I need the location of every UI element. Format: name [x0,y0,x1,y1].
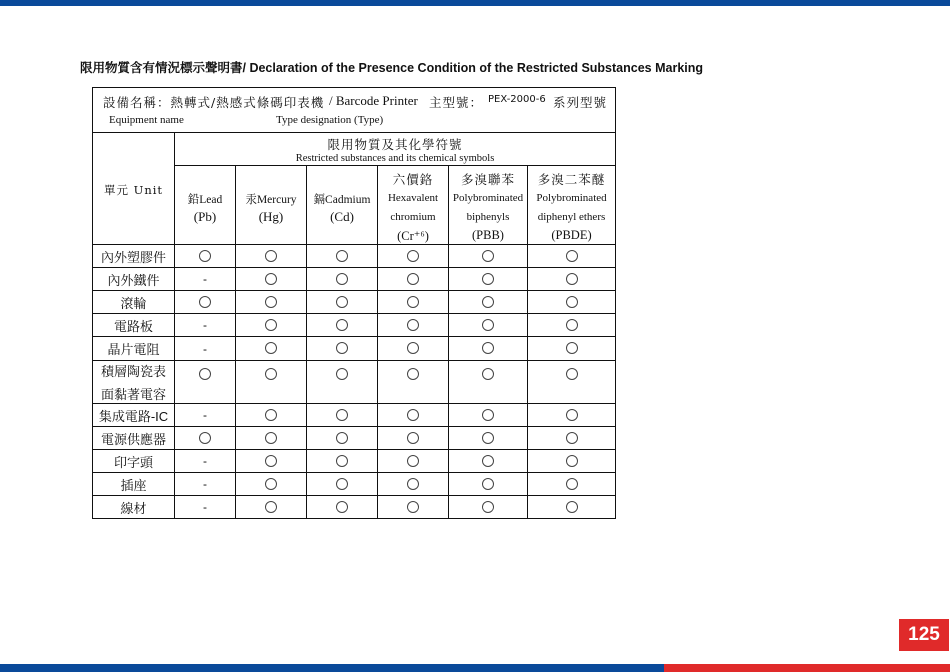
dash-mark: - [175,404,236,427]
table-row [93,404,616,427]
table-cell [307,473,378,496]
table-cell [307,268,378,291]
circle-mark [566,342,578,354]
table-cell [449,245,528,268]
circle-mark [265,432,277,444]
table-cell [307,496,378,519]
circle-mark [407,296,419,308]
unit-name: 印字頭 [93,450,175,473]
circle-mark [336,501,348,513]
table-cell [307,450,378,473]
unit-name: 晶片電阻 [93,337,175,361]
circle-mark [407,501,419,513]
unit-name: 插座 [93,473,175,496]
series-label: 系列型號 [553,95,608,110]
table-cell [236,245,307,268]
circle-mark [265,455,277,467]
substance-cd: 鎘Cadmium (Cd) [307,166,378,245]
circle-mark [336,342,348,354]
table-cell [449,314,528,337]
circle-mark [336,250,348,262]
circle-mark [265,250,277,262]
circle-mark [407,250,419,262]
circle-mark [407,319,419,331]
table-cell [175,427,236,450]
table-cell [528,337,616,361]
circle-mark [566,273,578,285]
substance-pbde: 多溴二苯醚 Polybrominated diphenyl ethers (PBDE) [528,166,616,245]
circle-mark [336,409,348,421]
substance-hg: 汞Mercury (Hg) [236,166,307,245]
table-cell [449,496,528,519]
table-cell [236,337,307,361]
table-row [93,361,616,404]
table-cell [378,314,449,337]
unit-name: 內外鐵件 [93,268,175,291]
circle-mark [482,368,494,380]
table-row [93,291,616,314]
table-cell [175,291,236,314]
table-row [93,450,616,473]
unit-header: 單元 Unit [93,133,175,245]
circle-mark [566,250,578,262]
circle-mark [199,296,211,308]
circle-mark [566,319,578,331]
type-designation-en: Type designation (Type) [276,114,384,126]
circle-mark [199,250,211,262]
table-cell [449,268,528,291]
unit-name: 線材 [93,496,175,519]
circle-mark [482,501,494,513]
table-cell [528,473,616,496]
page-number-badge: 125 [899,619,949,651]
unit-name: 積層陶瓷表 面黏著電容 [93,361,175,404]
table-cell [236,314,307,337]
table-cell [378,361,449,404]
table-cell [528,427,616,450]
unit-name: 滾輪 [93,291,175,314]
circle-mark [407,455,419,467]
table-cell [175,361,236,404]
table-cell [378,450,449,473]
circle-mark [482,296,494,308]
table-cell [449,450,528,473]
circle-mark [566,432,578,444]
substance-cr6: 六價鉻 Hexavalent chromium (Cr⁺⁶) [378,166,449,245]
dash-mark: - [175,496,236,519]
dash-mark: - [175,337,236,361]
table-row [93,245,616,268]
dash-mark: - [175,314,236,337]
circle-mark [482,319,494,331]
unit-name: 電源供應器 [93,427,175,450]
circle-mark [265,342,277,354]
table-row [93,314,616,337]
table-row [93,427,616,450]
table-cell [449,361,528,404]
table-cell [307,361,378,404]
table-cell [378,245,449,268]
table-cell [236,473,307,496]
circle-mark [407,342,419,354]
circle-mark [336,273,348,285]
circle-mark [566,478,578,490]
restricted-header-row [93,133,616,166]
table-cell [449,404,528,427]
circle-mark [265,296,277,308]
table-cell [236,450,307,473]
circle-mark [482,455,494,467]
table-cell [528,361,616,404]
circle-mark [482,409,494,421]
table-cell [528,268,616,291]
table-cell [378,404,449,427]
table-cell [378,496,449,519]
table-cell [528,291,616,314]
table-row [93,496,616,519]
table-cell [528,450,616,473]
table-cell [307,245,378,268]
table-cell [307,427,378,450]
restricted-substances-table [92,87,616,519]
table-cell [378,427,449,450]
table-cell [528,245,616,268]
circle-mark [265,409,277,421]
equipment-row [93,88,616,133]
dash-mark: - [175,268,236,291]
circle-mark [407,432,419,444]
table-row [93,337,616,361]
circle-mark [265,368,277,380]
table-cell [378,268,449,291]
circle-mark [336,455,348,467]
table-cell [307,314,378,337]
unit-name: 內外塑膠件 [93,245,175,268]
circle-mark [265,273,277,285]
table-row [93,268,616,291]
circle-mark [336,478,348,490]
circle-mark [407,368,419,380]
table-cell [236,361,307,404]
circle-mark [482,432,494,444]
table-cell [236,496,307,519]
circle-mark [482,273,494,285]
restricted-header: 限用物質及其化學符號 Restricted substances and its chemical symbols [175,133,616,166]
circle-mark [566,501,578,513]
top-decor-bar [0,0,950,6]
table-cell [307,291,378,314]
circle-mark [336,368,348,380]
circle-mark [265,478,277,490]
circle-mark [336,432,348,444]
circle-mark [566,455,578,467]
table-cell [236,427,307,450]
circle-mark [566,409,578,421]
dash-mark: - [175,473,236,496]
document-title: 限用物質含有情況標示聲明書/ Declaration of the Presence Condition of the Restricted Substances Marking [80,61,704,75]
substance-pbb: 多溴聯苯 Polybrominated biphenyls (PBB) [449,166,528,245]
circle-mark [336,319,348,331]
table-cell [528,496,616,519]
dash-mark: - [175,450,236,473]
circle-mark [265,501,277,513]
circle-mark [482,342,494,354]
circle-mark [482,250,494,262]
table-cell [236,268,307,291]
table-cell [528,314,616,337]
table-cell [449,291,528,314]
circle-mark [199,368,211,380]
table-cell [378,473,449,496]
circle-mark [336,296,348,308]
bottom-decor-accent [664,664,950,672]
circle-mark [407,273,419,285]
equipment-name-en: Equipment name [109,114,184,126]
table-cell [449,473,528,496]
table-row [93,473,616,496]
equipment-value: / Barcode Printer [329,93,418,108]
table-cell [449,427,528,450]
table-cell [175,245,236,268]
circle-mark [265,319,277,331]
table-cell [449,337,528,361]
table-cell [236,404,307,427]
table-cell [378,337,449,361]
table-cell [307,337,378,361]
table-cell [528,404,616,427]
table-cell [236,291,307,314]
table-cell [378,291,449,314]
circle-mark [566,296,578,308]
substance-pb: 鉛Lead (Pb) [175,166,236,245]
unit-name: 集成電路-IC [93,404,175,427]
type-label: 主型號： [429,95,484,110]
table-cell [307,404,378,427]
circle-mark [407,478,419,490]
circle-mark [199,432,211,444]
unit-name: 電路板 [93,314,175,337]
circle-mark [407,409,419,421]
circle-mark [482,478,494,490]
type-value: PEX-2000-6 [488,94,546,105]
circle-mark [566,368,578,380]
equipment-label: 設備名稱：熱轉式/熱感式條碼印表機 [103,95,325,110]
